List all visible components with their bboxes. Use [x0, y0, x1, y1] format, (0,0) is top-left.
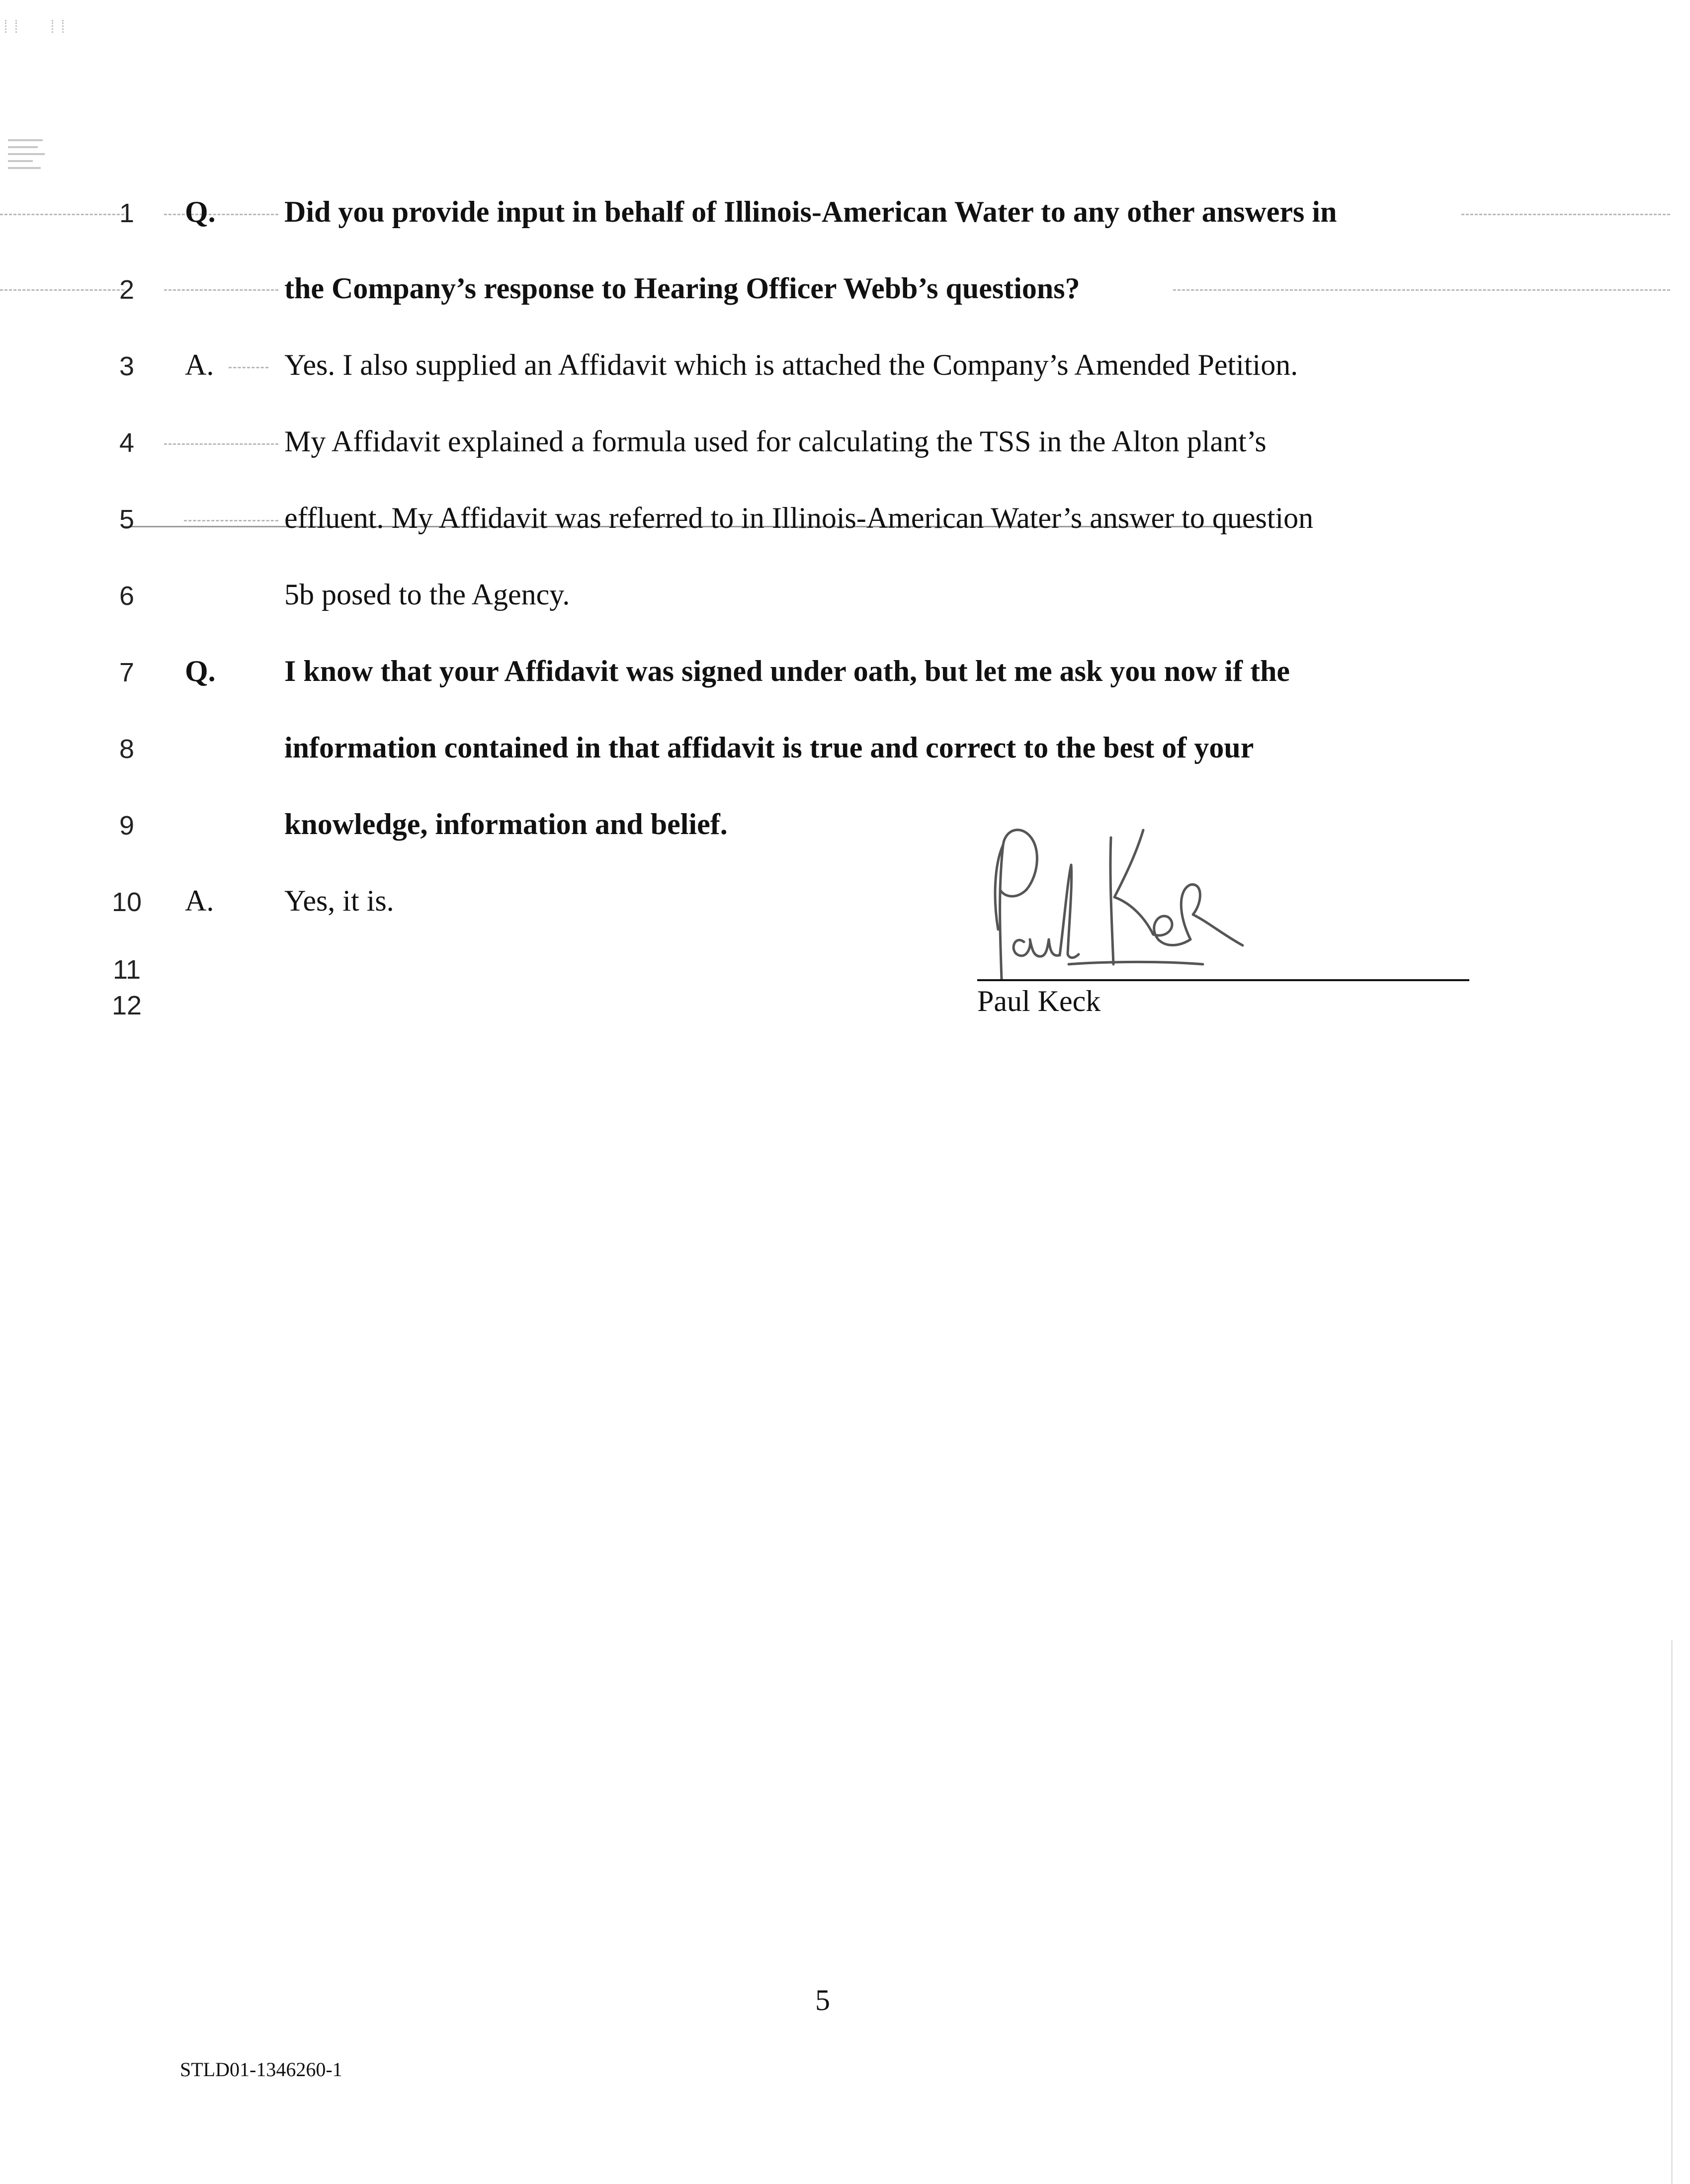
- question-text-line: I know that your Affidavit was signed under oath, but let me ask you now if the: [284, 655, 1290, 687]
- scan-dash-line: [164, 443, 278, 445]
- answer-text-line: Yes, it is.: [284, 884, 394, 917]
- signature-stroke: [1153, 916, 1190, 945]
- scan-dash-line: [1461, 214, 1670, 215]
- signature-stroke: [1069, 962, 1203, 964]
- signer-name: Paul Keck: [977, 985, 1101, 1017]
- signature-stroke: [1114, 830, 1153, 934]
- signature-stroke: [1014, 939, 1059, 956]
- answer-text-line: My Affidavit explained a formula used for calculating the TSS in the Alton plant’s: [284, 425, 1267, 458]
- scan-edge-line: [1671, 1640, 1673, 2184]
- signature-stroke: [1110, 838, 1113, 964]
- question-marker: Q.: [185, 655, 216, 687]
- line-number: 1: [119, 198, 135, 228]
- scan-dash-line: [184, 520, 278, 521]
- document-id: STLD01-1346260-1: [180, 2058, 342, 2081]
- page-number: 5: [815, 1984, 830, 2016]
- line-number: 3: [119, 351, 135, 381]
- scan-dash-line: [1173, 289, 1670, 291]
- answer-marker: A.: [185, 348, 214, 381]
- question-text-line: knowledge, information and belief.: [284, 808, 728, 840]
- signature-line: [977, 979, 1469, 981]
- scan-dash-line: [229, 367, 268, 368]
- question-text-line: information contained in that affidavit is true and correct to the best of your: [284, 731, 1254, 764]
- scan-dash-line: [164, 289, 278, 291]
- line-number: 8: [119, 734, 135, 764]
- scan-margin-marks: [0, 134, 89, 194]
- answer-marker: A.: [185, 884, 214, 917]
- question-text-line: the Company’s response to Hearing Officer Webb’s questions?: [284, 272, 1080, 305]
- line-number: 12: [111, 991, 142, 1020]
- answer-text-line: 5b posed to the Agency.: [284, 578, 570, 611]
- signature-stroke: [1000, 830, 1037, 979]
- line-number: 4: [119, 428, 135, 458]
- line-number: 9: [119, 811, 135, 840]
- answer-text-line: Yes. I also supplied an Affidavit which is attached the Company’s Amended Petition.: [284, 348, 1298, 381]
- scan-dash-line: [164, 214, 278, 215]
- signature-stroke: [1181, 885, 1243, 945]
- line-number: 2: [119, 275, 135, 305]
- scan-corner-marks: [5, 20, 99, 75]
- line-number: 6: [119, 581, 135, 611]
- signature-stroke: [1060, 865, 1079, 958]
- question-marker: Q.: [185, 195, 216, 228]
- handwritten-signature: [944, 815, 1292, 999]
- line-number: 10: [111, 887, 142, 917]
- line-number: 11: [112, 955, 141, 985]
- line-number: 5: [119, 504, 135, 534]
- line-number: 7: [119, 658, 135, 687]
- answer-text-line: effluent. My Affidavit was referred to in Illinois-American Water’s answer to question: [284, 502, 1314, 534]
- question-text-line: Did you provide input in behalf of Illinois-American Water to any other answers in: [284, 195, 1337, 228]
